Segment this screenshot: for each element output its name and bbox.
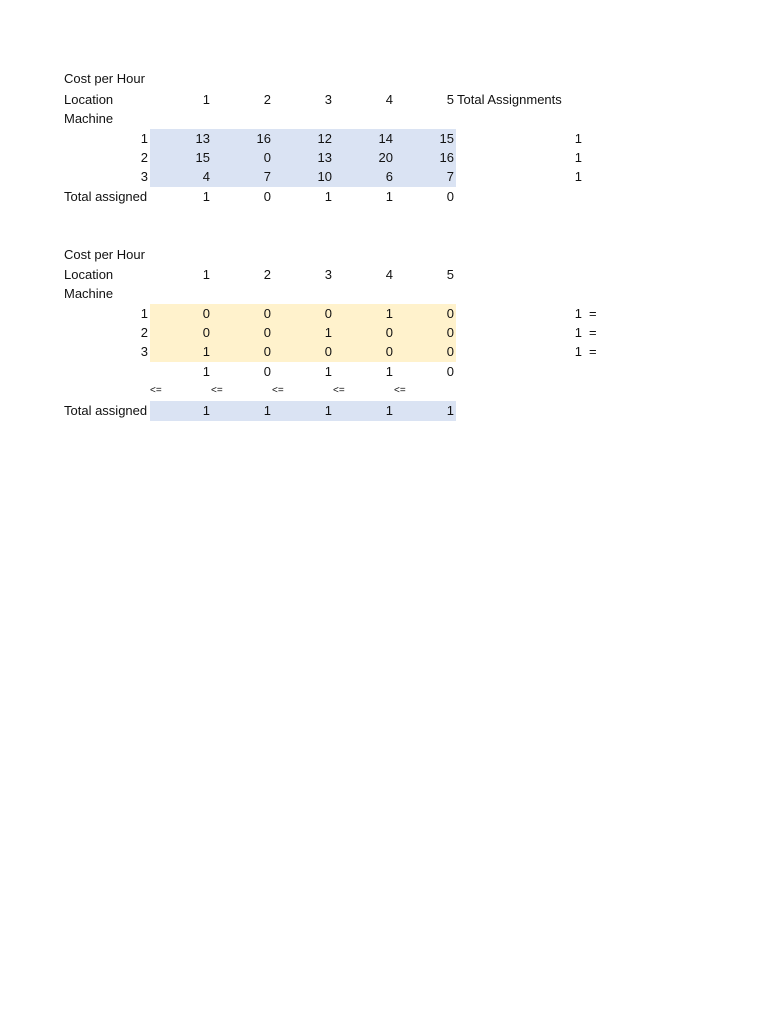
cost-cell[interactable]: 15 [439, 131, 454, 146]
col-total: 0 [446, 189, 454, 204]
table2-machine-id: 1 [140, 306, 148, 321]
row-total: 1 [574, 325, 582, 340]
cost-cell[interactable]: 13 [317, 150, 332, 165]
assignment-cell[interactable]: 0 [446, 344, 454, 359]
cost-cell[interactable]: 4 [202, 169, 210, 184]
col-total: 1 [324, 189, 332, 204]
less-equal-sign: <= [272, 385, 284, 396]
table1-total-assigned-label: Total assigned [64, 189, 148, 204]
total-assignments-label: Total Assignments [457, 92, 562, 107]
assignment-cell[interactable]: 1 [202, 344, 210, 359]
cost-cell[interactable]: 0 [263, 150, 271, 165]
table1-machine-label: Machine [64, 111, 114, 126]
table1-location-header: 1 [202, 92, 210, 107]
assignment-cell[interactable]: 0 [324, 344, 332, 359]
less-equal-sign: <= [211, 385, 223, 396]
equals-sign: = [589, 344, 597, 359]
assignment-cell[interactable]: 0 [446, 306, 454, 321]
capacity-cell[interactable]: 1 [263, 403, 271, 418]
table2-location-header: 4 [385, 267, 393, 282]
col-sum: 1 [202, 364, 210, 379]
col-sum: 0 [263, 364, 271, 379]
cost-cell[interactable]: 13 [195, 131, 210, 146]
table1-machine-id: 2 [140, 150, 148, 165]
table2-machine-id: 2 [140, 325, 148, 340]
assignment-cell[interactable]: 0 [385, 325, 393, 340]
less-equal-sign: <= [394, 385, 406, 396]
col-total: 1 [202, 189, 210, 204]
row-total: 1 [574, 150, 582, 165]
table1-location-label: Location [64, 92, 114, 107]
table2-total-assigned-label: Total assigned [64, 403, 148, 418]
cost-cell[interactable]: 15 [195, 150, 210, 165]
assignment-cell[interactable]: 1 [385, 306, 393, 321]
capacity-cell[interactable]: 1 [385, 403, 393, 418]
less-equal-sign: <= [333, 385, 345, 396]
table2-location-header: 1 [202, 267, 210, 282]
table2-machine-label: Machine [64, 286, 114, 301]
col-sum: 1 [324, 364, 332, 379]
col-sum: 1 [385, 364, 393, 379]
table1-location-header: 4 [385, 92, 393, 107]
col-total: 1 [385, 189, 393, 204]
assignment-cell[interactable]: 0 [202, 306, 210, 321]
assignment-cell[interactable]: 0 [263, 306, 271, 321]
table2-location-label: Location [64, 267, 114, 282]
cost-cell[interactable]: 7 [446, 169, 454, 184]
cost-cell[interactable]: 7 [263, 169, 271, 184]
equals-sign: = [589, 325, 597, 340]
capacity-cell[interactable]: 1 [202, 403, 210, 418]
capacity-cell[interactable]: 1 [324, 403, 332, 418]
equals-sign: = [589, 306, 597, 321]
row-total: 1 [574, 344, 582, 359]
table2-location-header: 3 [324, 267, 332, 282]
row-total: 1 [574, 131, 582, 146]
table2-location-header: 2 [263, 267, 271, 282]
row-total: 1 [574, 169, 582, 184]
cost-cell[interactable]: 6 [385, 169, 393, 184]
table1-machine-id: 1 [140, 131, 148, 146]
assignment-cell[interactable]: 0 [263, 344, 271, 359]
row-total: 1 [574, 306, 582, 321]
less-equal-sign: <= [150, 385, 162, 396]
table1-title: Cost per Hour [64, 71, 145, 86]
table2-title: Cost per Hour [64, 247, 145, 262]
cost-cell[interactable]: 16 [256, 131, 271, 146]
cost-cell[interactable]: 14 [378, 131, 393, 146]
assignment-cell[interactable]: 0 [263, 325, 271, 340]
assignment-cell[interactable]: 0 [324, 306, 332, 321]
assignment-cell[interactable]: 0 [385, 344, 393, 359]
cost-cell[interactable]: 20 [378, 150, 393, 165]
col-total: 0 [263, 189, 271, 204]
cost-cell[interactable]: 12 [317, 131, 332, 146]
col-sum: 0 [446, 364, 454, 379]
table2-location-header: 5 [446, 267, 454, 282]
capacity-cell[interactable]: 1 [446, 403, 454, 418]
table1-location-header: 3 [324, 92, 332, 107]
table2-machine-id: 3 [140, 344, 148, 359]
table1-location-header: 2 [263, 92, 271, 107]
assignment-cell[interactable]: 1 [324, 325, 332, 340]
cost-cell[interactable]: 10 [317, 169, 332, 184]
table1-machine-id: 3 [140, 169, 148, 184]
cost-cell[interactable]: 16 [439, 150, 454, 165]
assignment-cell[interactable]: 0 [202, 325, 210, 340]
table1-location-header: 5 [446, 92, 454, 107]
assignment-cell[interactable]: 0 [446, 325, 454, 340]
